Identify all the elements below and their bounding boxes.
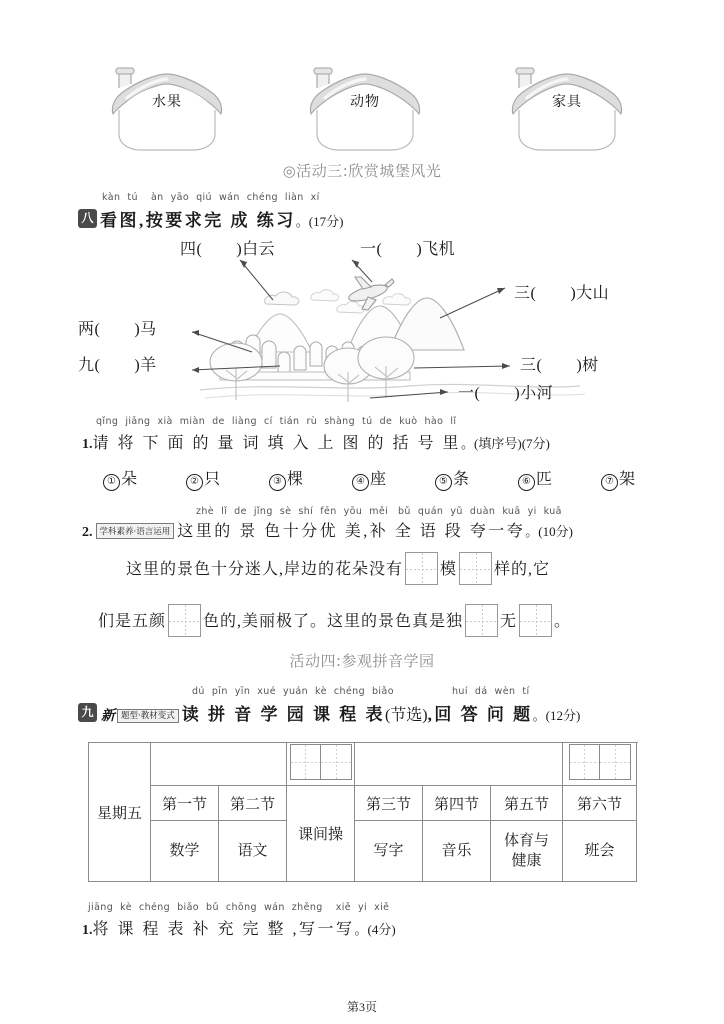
- paragraph-text: 们是五颜: [98, 613, 167, 630]
- label-suffix: )白云: [236, 241, 276, 258]
- subject-line-2: 健康: [511, 853, 542, 869]
- table-row-subjects: [89, 821, 637, 882]
- badge-rest-text: 题型·教材变式: [117, 709, 179, 723]
- schedule-table-wrap: [88, 742, 636, 882]
- house-shapes-row: [0, 58, 724, 154]
- sub-question-score: (10分): [538, 524, 573, 539]
- writing-box[interactable]: [321, 744, 352, 780]
- label-suffix: )马: [134, 321, 157, 338]
- pinyin-syllable: hào: [424, 416, 444, 427]
- course-schedule-table: [88, 742, 637, 882]
- label-suffix: )小河: [514, 385, 554, 402]
- writing-box[interactable]: [600, 744, 631, 780]
- label-prefix: 两(: [78, 321, 101, 338]
- pinyin-syllable: liàng: [231, 416, 257, 427]
- option-word: 座: [370, 471, 387, 488]
- label-prefix: 一(: [458, 385, 481, 402]
- option-number: ⑦: [601, 474, 618, 491]
- landscape-drawing: [80, 240, 700, 405]
- pinyin-syllable: bǔ: [398, 506, 411, 517]
- pinyin-syllable: chéng: [333, 686, 365, 697]
- pinyin-syllable: qiú: [196, 192, 212, 203]
- pinyin-syllable: yīn: [234, 686, 251, 697]
- sub-question-period: 。: [461, 436, 475, 451]
- blank-cell: [355, 743, 563, 786]
- option-item[interactable]: [518, 466, 601, 491]
- scene-label-tree: [520, 352, 599, 375]
- label-prefix: 三(: [514, 285, 537, 302]
- pinyin-syllable: xiě: [374, 902, 390, 913]
- pinyin-syllable: quán: [417, 506, 444, 517]
- table-row-blank: [89, 743, 637, 786]
- pinyin-syllable: lǐ: [221, 506, 228, 517]
- measure-word-options: [103, 466, 703, 491]
- pinyin-syllable: fēn: [320, 506, 337, 517]
- question-8-title: 看图,按要求完 成 练习: [100, 211, 296, 230]
- question-9-title-2: ,回 答 问 题: [427, 705, 533, 724]
- q9-1-pinyin: [88, 902, 396, 913]
- break-cell: 课间操: [287, 786, 355, 882]
- question-8-1: [82, 430, 550, 453]
- paragraph-text: 无: [500, 613, 518, 630]
- sub-question-text: 这里的 景 色十分优 美,补 全 语 段 夸一夸: [177, 523, 526, 540]
- pinyin-syllable: jiāng: [88, 902, 114, 913]
- writing-box-blank[interactable]: [168, 604, 201, 637]
- sub-question-score: (4分): [367, 922, 396, 937]
- option-item[interactable]: [186, 466, 269, 491]
- pinyin-syllable: sè: [279, 506, 292, 517]
- option-item[interactable]: [352, 466, 435, 491]
- sub-question-number: 1.: [82, 437, 93, 452]
- sub-question-period: 。: [354, 922, 368, 937]
- q9-pinyin-right: [452, 686, 537, 697]
- pinyin-syllable: xiě: [335, 902, 352, 913]
- pinyin-syllable: yōu: [343, 506, 363, 517]
- paragraph-text: 色的,美丽极了。这里的景色真是独: [203, 613, 464, 630]
- writing-box-cell[interactable]: [287, 743, 355, 786]
- pinyin-syllable: tú: [127, 192, 138, 203]
- q8-1-pinyin: [96, 416, 463, 427]
- question-8-period: 。: [295, 214, 309, 229]
- label-prefix: 四(: [180, 241, 203, 258]
- pinyin-syllable: wèn: [494, 686, 516, 697]
- pinyin-syllable: biǎo: [177, 902, 200, 913]
- page-number: 第3页: [346, 1000, 377, 1014]
- option-word: 匹: [536, 471, 553, 488]
- option-number: ⑤: [435, 474, 452, 491]
- pinyin-syllable: bǔ: [206, 902, 219, 913]
- label-prefix: 九(: [78, 357, 101, 374]
- subject-cell: 班会: [563, 821, 637, 882]
- option-item[interactable]: [601, 466, 684, 491]
- option-number: ③: [269, 474, 286, 491]
- scene-label-airplane: [360, 236, 455, 259]
- pinyin-syllable: shàng: [324, 416, 356, 427]
- scene-label-horse: [78, 316, 157, 339]
- pinyin-syllable: xià: [157, 416, 173, 427]
- period-header: 第四节: [423, 786, 491, 821]
- pinyin-syllable: liàn: [284, 192, 304, 203]
- weekday-cell: 星期五: [89, 743, 151, 882]
- paragraph-text: 模: [440, 561, 458, 578]
- pinyin-syllable: miàn: [179, 416, 206, 427]
- pinyin-syllable: dá: [474, 686, 488, 697]
- pinyin-syllable: chéng: [138, 902, 171, 913]
- sub-question-text: 请 将 下 面 的 量 词 填 入 上 图 的 括 号 里: [92, 435, 462, 452]
- q8-2-pinyin-left: [196, 506, 395, 517]
- scene-illustration: [80, 240, 700, 405]
- table-row-periods: [89, 786, 637, 821]
- question-8-2: [82, 518, 573, 541]
- writing-box[interactable]: [290, 744, 321, 780]
- sub-question-number: 1.: [82, 923, 93, 938]
- pinyin-syllable: de: [234, 506, 247, 517]
- pinyin-syllable: duàn: [469, 506, 496, 517]
- pinyin-syllable: lǐ: [450, 416, 457, 427]
- pinyin-syllable: kè: [315, 686, 327, 697]
- question-9-subnote: (节选): [384, 707, 428, 724]
- label-suffix: )飞机: [416, 241, 456, 258]
- period-header: 第五节: [491, 786, 563, 821]
- q9-pinyin-left: [192, 686, 401, 697]
- option-item[interactable]: [103, 466, 186, 491]
- pinyin-syllable: xí: [310, 192, 320, 203]
- pinyin-syllable: biǎo: [372, 686, 394, 697]
- writing-box-blank[interactable]: [519, 604, 552, 637]
- pinyin-syllable: jǐng: [253, 506, 273, 517]
- pinyin-syllable: yi: [527, 506, 537, 517]
- pinyin-syllable: de: [212, 416, 225, 427]
- pinyin-syllable: yi: [358, 902, 368, 913]
- q8-2-pinyin-right: [398, 506, 569, 517]
- label-prefix: 三(: [520, 357, 543, 374]
- scene-label-sheep: [78, 352, 157, 375]
- option-word: 只: [204, 471, 221, 488]
- pinyin-syllable: chéng: [246, 192, 278, 203]
- pinyin-syllable: kè: [120, 902, 132, 913]
- activity-three-title: ◎活动三:欣赏城堡风光: [282, 162, 442, 180]
- pinyin-syllable: zhè: [196, 506, 215, 517]
- subject-cell: 音乐: [423, 821, 491, 882]
- badge-xin-char: 新: [101, 709, 115, 724]
- pinyin-syllable: tú: [362, 416, 373, 427]
- sub-question-text: 将 课 程 表 补 充 完 整 ,写一写: [92, 921, 355, 938]
- blank-cell: [151, 743, 287, 786]
- question-9-title: 读 拼 音 学 园 课 程 表: [181, 705, 385, 724]
- activity-four-title: 活动四:参观拼音学园: [289, 652, 435, 670]
- pinyin-syllable: qǐng: [96, 416, 119, 427]
- sub-question-period: 。: [525, 524, 539, 539]
- subject-line-1: 体育与: [504, 833, 550, 849]
- house-card-fruit: [97, 58, 237, 154]
- writing-box-blank[interactable]: [465, 604, 498, 637]
- pinyin-syllable: wán: [218, 192, 240, 203]
- label-prefix: 一(: [360, 241, 383, 258]
- house-label: 动物: [350, 95, 380, 110]
- option-number: ①: [103, 474, 120, 491]
- question-8-heading: [78, 206, 343, 231]
- literacy-badge: 学科素养·语言运用: [96, 523, 175, 539]
- question-8-number: 八: [78, 209, 97, 228]
- paragraph-line-1: [126, 552, 550, 585]
- writing-box-blank[interactable]: [459, 552, 492, 585]
- writing-box[interactable]: [569, 744, 600, 780]
- pinyin-syllable: de: [379, 416, 393, 427]
- subject-cell: 语文: [219, 821, 287, 882]
- question-9-1: [82, 916, 396, 939]
- pinyin-syllable: kuò: [399, 416, 418, 427]
- pinyin-syllable: rù: [306, 416, 318, 427]
- option-word: 棵: [287, 471, 304, 488]
- pinyin-syllable: shí: [298, 506, 314, 517]
- writing-box-cell[interactable]: [563, 743, 637, 786]
- scene-label-mountain: [514, 280, 609, 303]
- paragraph-text: 样的,它: [494, 561, 551, 578]
- pinyin-syllable: wán: [263, 902, 285, 913]
- period-header: 第三节: [355, 786, 423, 821]
- sub-question-note: (填序号)(7分): [474, 436, 550, 451]
- writing-box-blank[interactable]: [405, 552, 438, 585]
- option-word: 架: [619, 471, 636, 488]
- option-item[interactable]: [269, 466, 352, 491]
- scene-label-river: [458, 380, 553, 403]
- question-9-heading: [78, 700, 580, 725]
- label-suffix: )大山: [570, 285, 610, 302]
- pinyin-syllable: àn: [150, 192, 164, 203]
- pinyin-syllable: xué: [257, 686, 276, 697]
- pinyin-syllable: cí: [263, 416, 273, 427]
- paragraph-text: 。: [554, 613, 572, 630]
- pinyin-syllable: měi: [369, 506, 389, 517]
- pinyin-syllable: yuán: [282, 686, 309, 697]
- subject-cell: 写字: [355, 821, 423, 882]
- pinyin-syllable: pīn: [211, 686, 228, 697]
- pinyin-syllable: jiāng: [125, 416, 151, 427]
- q8-pinyin: [102, 192, 327, 203]
- pinyin-syllable: yǔ: [450, 506, 463, 517]
- house-card-furniture: [497, 58, 637, 154]
- paragraph-text: 这里的景色十分迷人,岸边的花朵没有: [126, 561, 404, 578]
- option-word: 朵: [121, 471, 138, 488]
- pinyin-syllable: dú: [192, 686, 205, 697]
- pinyin-syllable: huí: [452, 686, 468, 697]
- pinyin-syllable: kuā: [543, 506, 562, 517]
- period-header: 第六节: [563, 786, 637, 821]
- sub-question-number: 2.: [82, 525, 93, 540]
- pinyin-syllable: chōng: [225, 902, 257, 913]
- subject-cell: 数学: [151, 821, 219, 882]
- option-number: ②: [186, 474, 203, 491]
- house-label: 家具: [552, 95, 582, 110]
- option-item[interactable]: [435, 466, 518, 491]
- subject-cell-pe: [491, 821, 563, 882]
- house-label: 水果: [152, 95, 182, 110]
- question-8-score: (17分): [308, 214, 344, 229]
- paragraph-line-2: [98, 604, 571, 637]
- pinyin-syllable: zhěng: [291, 902, 323, 913]
- pinyin-syllable: tián: [279, 416, 300, 427]
- label-suffix: )羊: [134, 357, 157, 374]
- period-header: 第二节: [219, 786, 287, 821]
- question-9-period: 。: [532, 708, 546, 723]
- pinyin-syllable: kuā: [502, 506, 521, 517]
- pinyin-syllable: tí: [522, 686, 530, 697]
- question-9-number: 九: [78, 703, 97, 722]
- new-type-badge: [101, 705, 179, 725]
- pinyin-syllable: yāo: [170, 192, 190, 203]
- period-header: 第一节: [151, 786, 219, 821]
- question-9-score: (12分): [545, 708, 581, 723]
- pinyin-syllable: kàn: [102, 192, 121, 203]
- house-card-animal: [295, 58, 435, 154]
- option-number: ④: [352, 474, 369, 491]
- option-number: ⑥: [518, 474, 535, 491]
- scene-label-cloud: [180, 236, 275, 259]
- tianzige-pair[interactable]: [569, 744, 631, 780]
- tianzige-pair[interactable]: [290, 744, 352, 780]
- label-suffix: )树: [576, 357, 599, 374]
- option-word: 条: [453, 471, 470, 488]
